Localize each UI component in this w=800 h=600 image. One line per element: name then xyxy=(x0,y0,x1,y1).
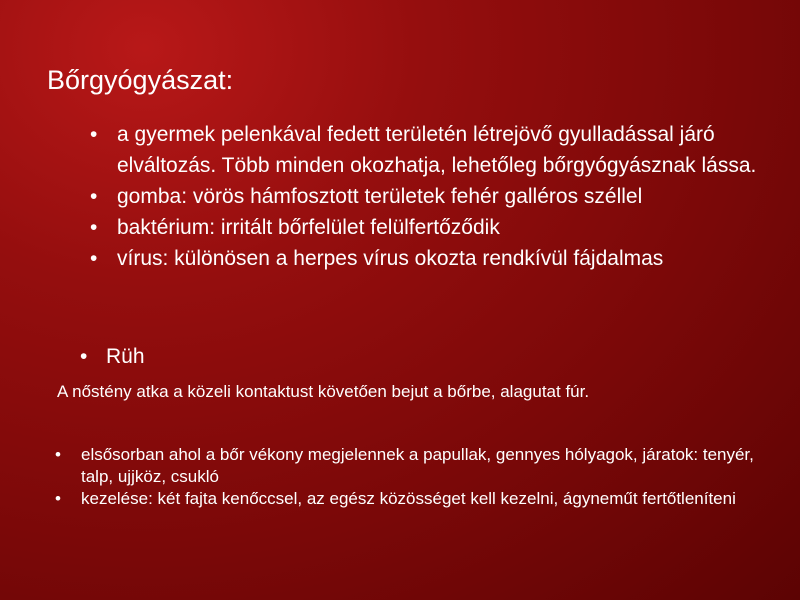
detail-bullet-text: kezelése: két fajta kenőccsel, az egész közösséget kell kezelni, ágyneműt fertőtleníteni xyxy=(81,489,736,508)
description-paragraph: A nőstény atka a közeli kontaktust követően bejut a bőrbe, alagutat fúr. xyxy=(57,382,590,401)
slide-title: Bőrgyógyászat: xyxy=(47,65,234,95)
main-bullet-item xyxy=(80,341,145,372)
sub-bullet-text: a gyermek pelenkával fedett területén létrejövő gyulladással járó elváltozás. Több minden okozhatja, lehetőleg bőrgyógyásznak lássa. xyxy=(117,123,757,177)
bullet-icon: • xyxy=(90,185,98,208)
sub-bullet-item xyxy=(90,181,795,212)
main-bullet-list xyxy=(80,341,145,372)
bullet-icon: • xyxy=(80,345,88,368)
detail-bullet-text: elsősorban ahol a bőr vékony megjelennek a papullak, gennyes hólyagok, járatok: tenyér, talp, ujjköz, csukló xyxy=(81,445,754,486)
sub-bullet-text: gomba: vörös hámfosztott területek fehér galléros széllel xyxy=(117,185,643,208)
detail-bullet-item xyxy=(55,444,755,488)
bullet-icon: • xyxy=(55,445,61,464)
sub-bullet-item xyxy=(90,243,795,274)
detail-bullet-list xyxy=(55,444,755,510)
sub-bullet-text: vírus: különösen a herpes vírus okozta rendkívül fájdalmas xyxy=(117,247,664,270)
sub-bullet-item xyxy=(90,212,795,243)
detail-bullet-item xyxy=(55,488,755,510)
main-bullet-text: Rüh xyxy=(106,345,145,368)
bullet-icon: • xyxy=(90,123,98,146)
sub-bullet-list xyxy=(90,119,795,274)
sub-bullet-item xyxy=(90,119,795,181)
bullet-icon: • xyxy=(90,216,98,239)
bullet-icon: • xyxy=(55,489,61,508)
sub-bullet-text: baktérium: irritált bőrfelület felülfertőződik xyxy=(117,216,500,239)
bullet-icon: • xyxy=(90,247,98,270)
